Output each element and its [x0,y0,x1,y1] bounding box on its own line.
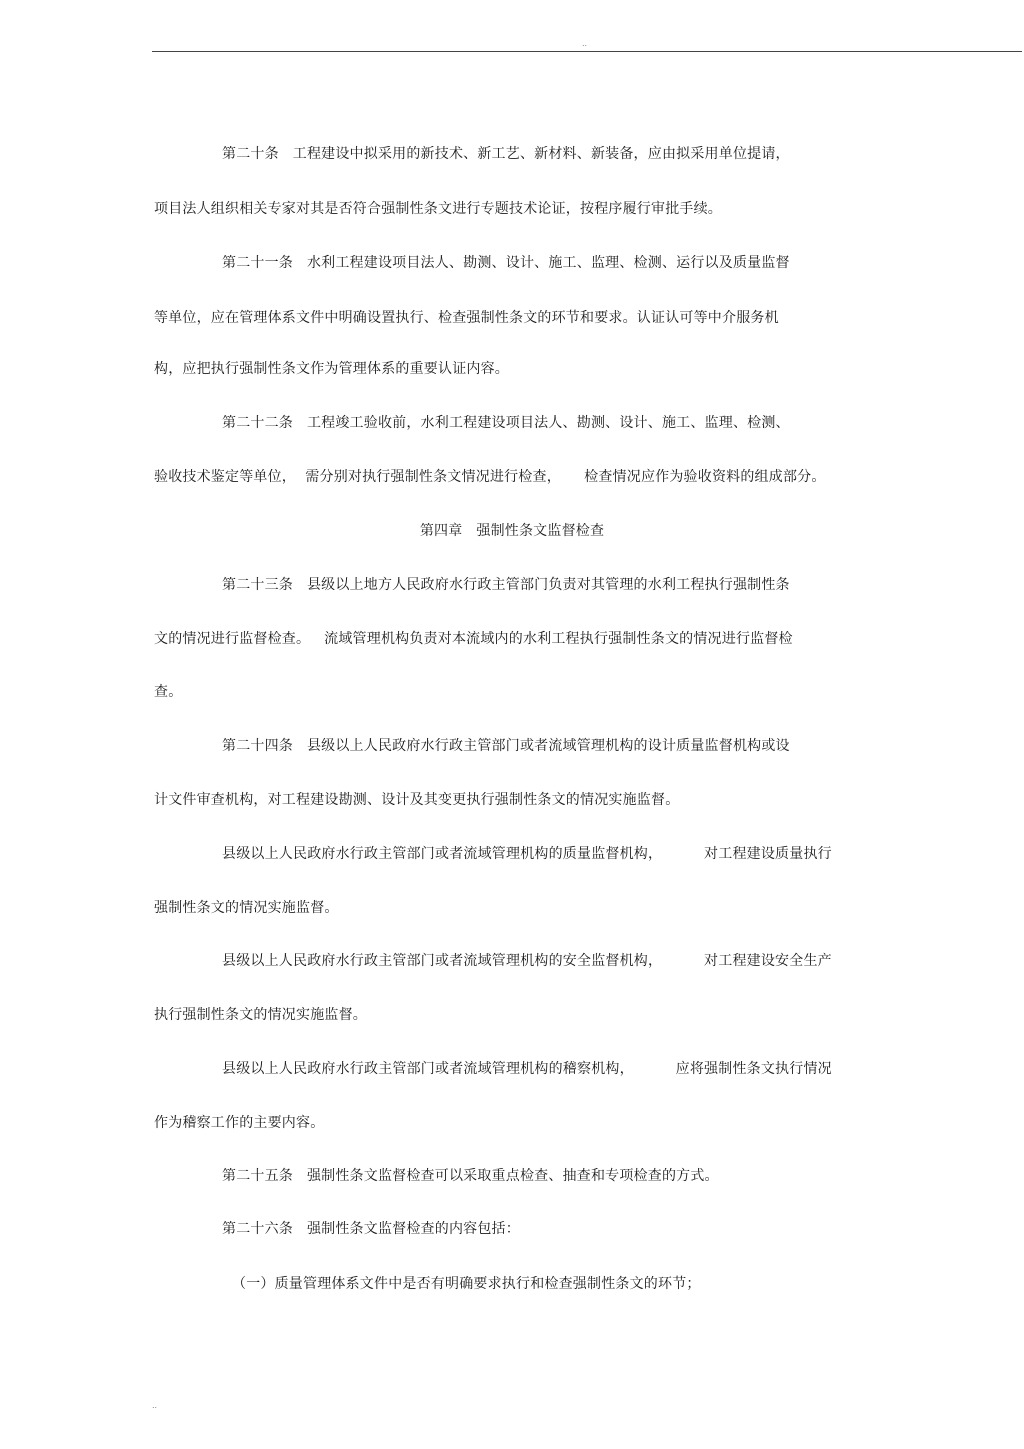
inspection-agency-line-2: 作为稽察工作的主要内容。 [154,1115,325,1131]
article-25: 第二十五条 强制性条文监督检查可以采取重点检查、抽查和专项检查的方式。 [222,1168,719,1184]
article-21-line-2: 等单位，应在管理体系文件中明确设置执行、检查强制性条文的环节和要求。认证认可等中介服务机 [154,310,779,326]
article-22-line-2: 验收技术鉴定等单位， 需分别对执行强制性条文情况进行检查， 检查情况应作为验收资料的组成部分。 [154,469,826,485]
article-26: 第二十六条 强制性条文监督检查的内容包括： [222,1221,520,1237]
article-22-line-1: 第二十二条 工程竣工验收前，水利工程建设项目法人、勘测、设计、施工、监理、检测、 [222,415,790,431]
article-23-line-2: 文的情况进行监督检查。 流域管理机构负责对本流域内的水利工程执行强制性条文的情况进行监督检 [154,631,793,647]
quality-supervision-line-2: 强制性条文的情况实施监督。 [154,900,339,916]
article-26-item-1: （一）质量管理体系文件中是否有明确要求执行和检查强制性条文的环节； [232,1276,701,1292]
article-23-line-3: 查。 [154,684,183,700]
header-mark: .. [582,39,588,48]
quality-supervision-line-1: 县级以上人民政府水行政主管部门或者流域管理机构的质量监督机构， 对工程建设质量执行 [222,846,832,862]
article-23-line-1: 第二十三条 县级以上地方人民政府水行政主管部门负责对其管理的水利工程执行强制性条 [222,577,790,593]
chapter-4-heading: 第四章 强制性条文监督检查 [419,523,605,539]
article-21-line-3: 构，应把执行强制性条文作为管理体系的重要认证内容。 [154,361,509,377]
safety-supervision-line-1: 县级以上人民政府水行政主管部门或者流域管理机构的安全监督机构， 对工程建设安全生产 [222,953,832,969]
footer-mark: .. [152,1401,158,1410]
article-24-line-1: 第二十四条 县级以上人民政府水行政主管部门或者流域管理机构的设计质量监督机构或设 [222,738,790,754]
inspection-agency-line-1: 县级以上人民政府水行政主管部门或者流域管理机构的稽察机构， 应将强制性条文执行情况 [222,1061,832,1077]
safety-supervision-line-2: 执行强制性条文的情况实施监督。 [154,1007,367,1023]
article-20-line-1: 第二十条 工程建设中拟采用的新技术、新工艺、新材料、新装备，应由拟采用单位提请， [222,146,790,162]
article-21-line-1: 第二十一条 水利工程建设项目法人、勘测、设计、施工、监理、检测、运行以及质量监督 [222,255,790,271]
header-rule [152,51,1022,52]
article-24-line-2: 计文件审查机构，对工程建设勘测、设计及其变更执行强制性条文的情况实施监督。 [154,792,680,808]
article-20-line-2: 项目法人组织相关专家对其是否符合强制性条文进行专题技术论证，按程序履行审批手续。 [154,201,722,217]
